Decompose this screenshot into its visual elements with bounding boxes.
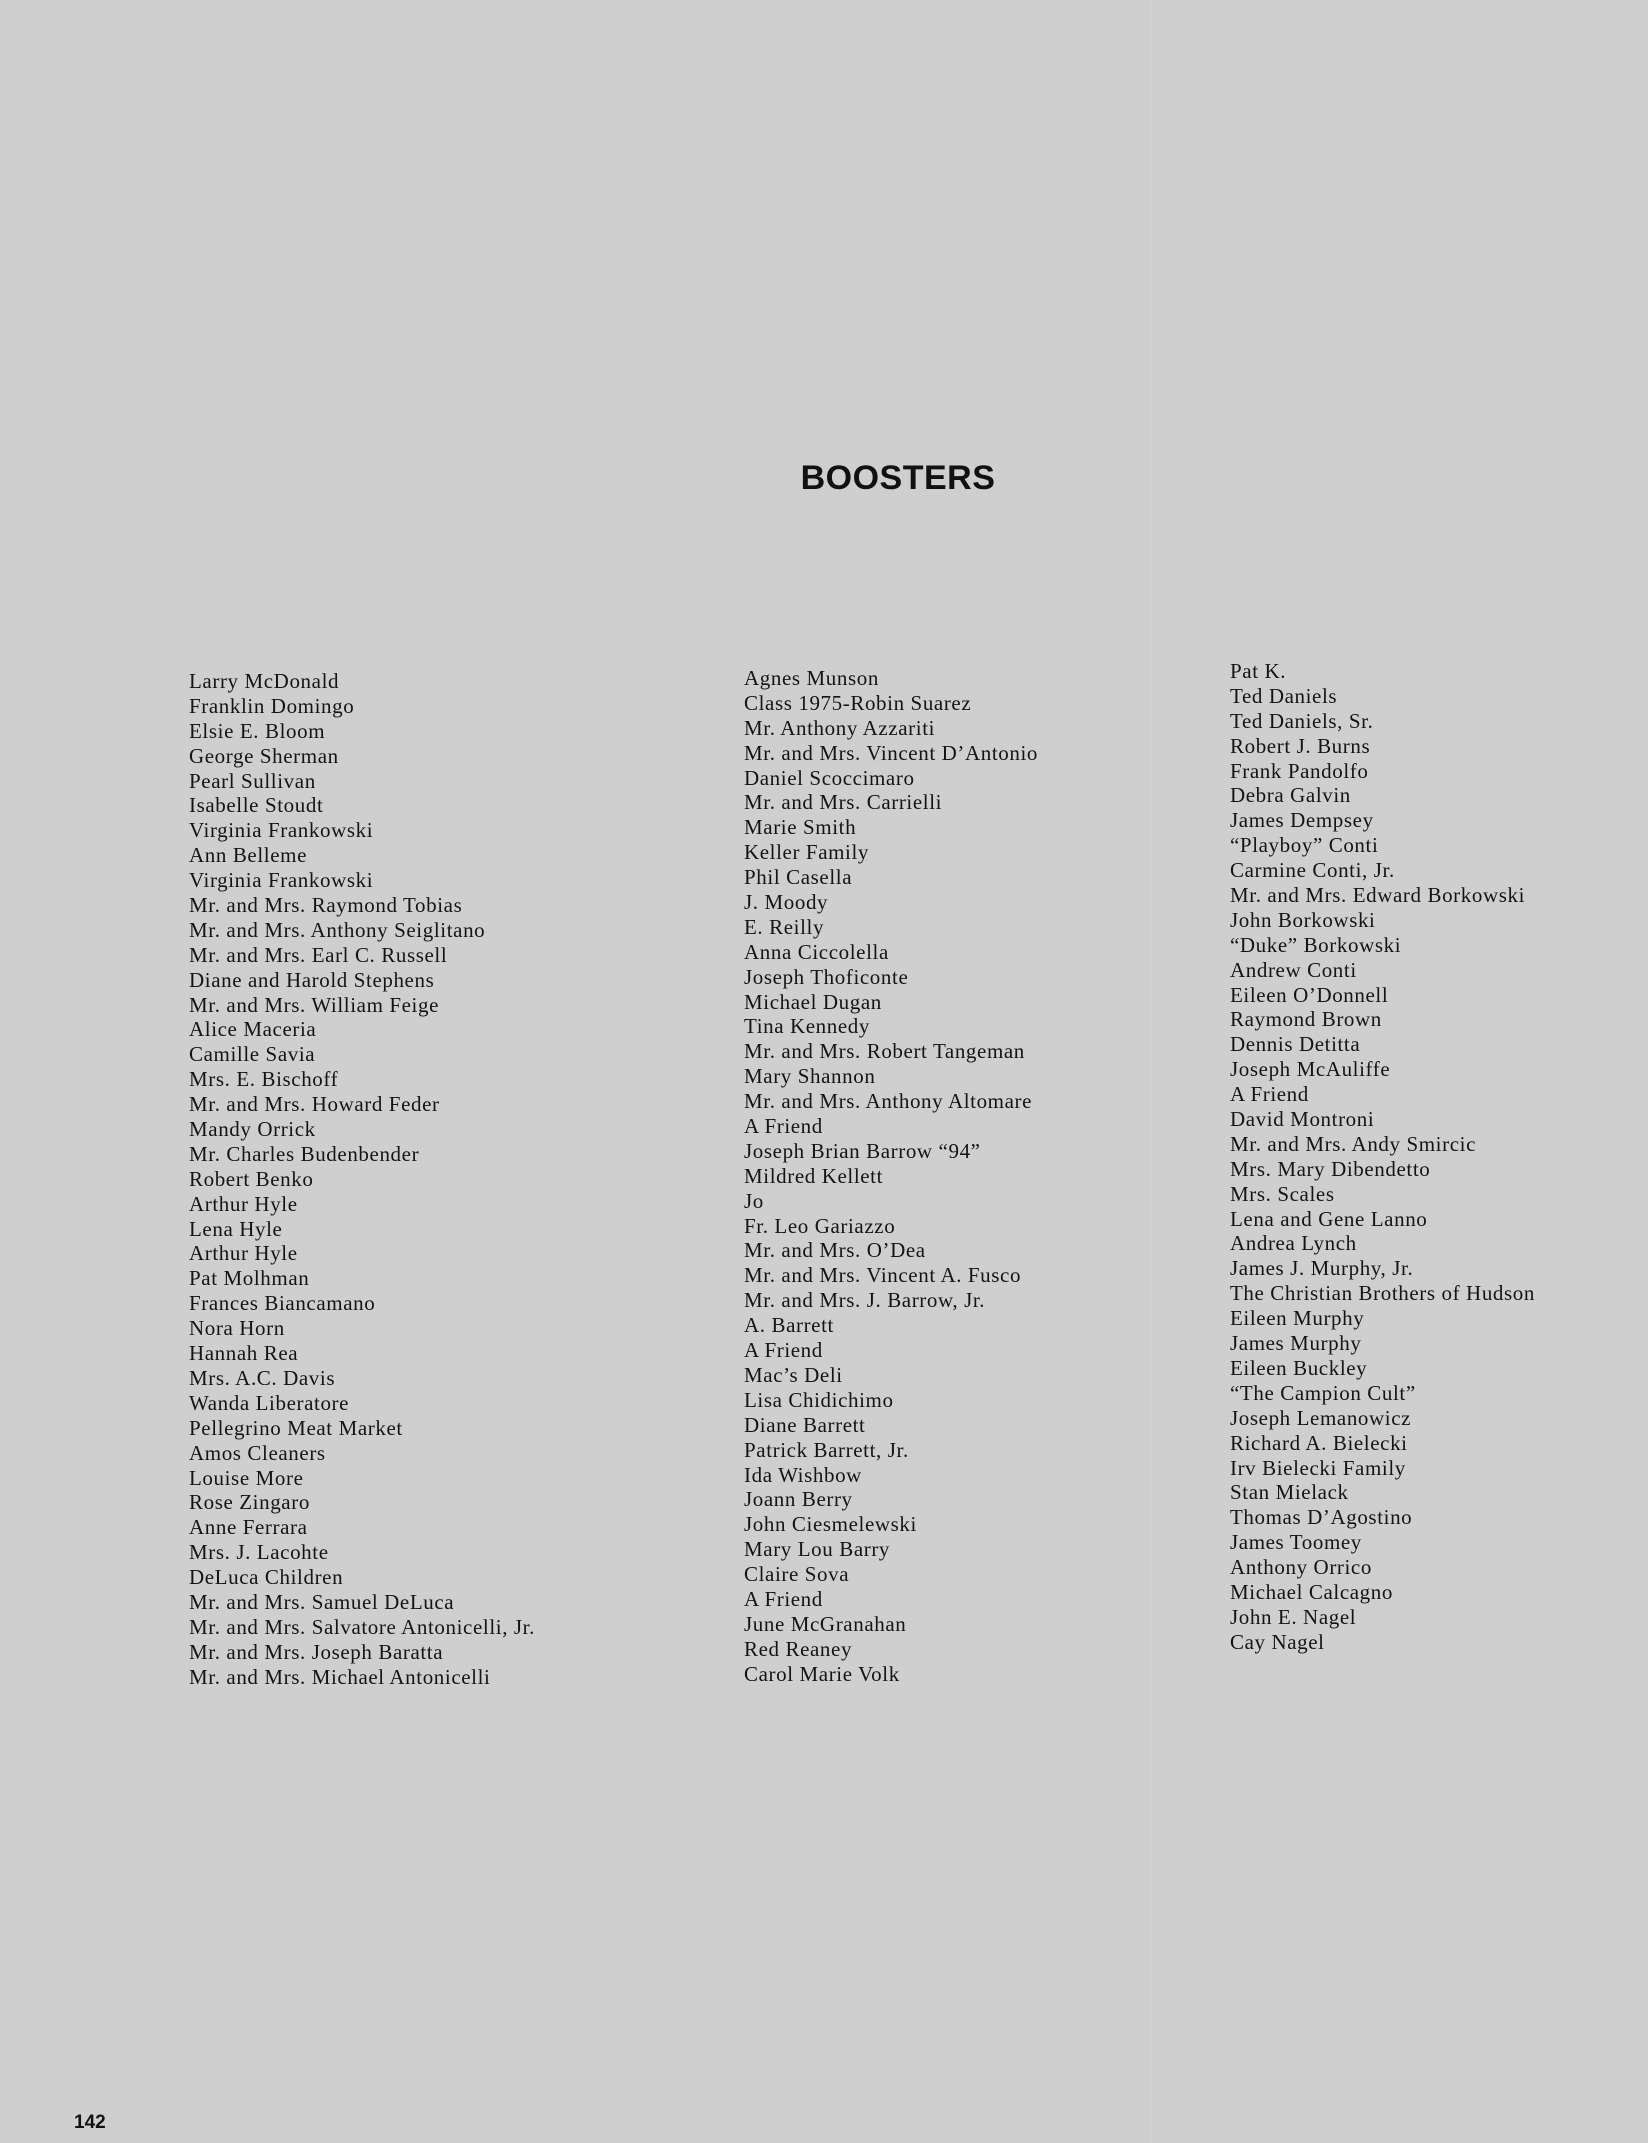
- booster-name: Mrs. Scales: [1230, 1181, 1335, 1206]
- booster-name: Joann Berry: [744, 1487, 853, 1512]
- booster-column-1: [189, 669, 535, 1690]
- booster-name: James Toomey: [1230, 1530, 1362, 1555]
- booster-name: Mr. and Mrs. William Feige: [189, 992, 440, 1017]
- booster-name: Ida Wishbow: [744, 1462, 862, 1487]
- booster-name: Ann Belleme: [189, 843, 307, 868]
- booster-name: Mr. and Mrs. Samuel DeLuca: [189, 1589, 455, 1614]
- booster-name: Mr. and Mrs. Vincent A. Fusco: [744, 1263, 1022, 1288]
- booster-name: Anne Ferrara: [189, 1515, 308, 1540]
- booster-name: John Ciesmelewski: [744, 1512, 917, 1537]
- booster-name: Mr. and Mrs. Carrielli: [744, 790, 943, 815]
- booster-name: Debra Galvin: [1230, 783, 1351, 808]
- booster-name: Anthony Orrico: [1230, 1555, 1372, 1580]
- booster-name: James J. Murphy, Jr.: [1230, 1256, 1414, 1281]
- booster-name: Diane and Harold Stephens: [189, 967, 435, 992]
- booster-name: Arthur Hyle: [189, 1191, 298, 1216]
- booster-name: Thomas D’Agostino: [1230, 1505, 1413, 1530]
- booster-name: Joseph Brian Barrow “94”: [744, 1138, 981, 1163]
- booster-name: A Friend: [744, 1114, 823, 1139]
- booster-name: Eileen O’Donnell: [1230, 982, 1389, 1007]
- booster-name: A Friend: [1230, 1082, 1309, 1107]
- booster-name: Robert Benko: [189, 1166, 314, 1191]
- booster-name: Keller Family: [744, 840, 870, 865]
- booster-name: Mr. and Mrs. Earl C. Russell: [189, 942, 448, 967]
- booster-name: Mary Lou Barry: [744, 1537, 891, 1562]
- booster-name: A Friend: [744, 1586, 823, 1611]
- booster-name: Mr. and Mrs. Salvatore Antonicelli, Jr.: [189, 1614, 535, 1639]
- booster-name: “Duke” Borkowski: [1230, 932, 1402, 957]
- booster-name: Red Reaney: [744, 1636, 853, 1661]
- booster-name: Mr. and Mrs. Robert Tangeman: [744, 1039, 1025, 1064]
- booster-name: Mr. and Mrs. Joseph Baratta: [189, 1639, 444, 1664]
- booster-name: Virginia Frankowski: [189, 818, 374, 843]
- booster-name: Diane Barrett: [744, 1412, 866, 1437]
- page-number: 142: [74, 2112, 106, 2133]
- booster-name: Dennis Detitta: [1230, 1032, 1361, 1057]
- booster-name: Eileen Murphy: [1230, 1306, 1365, 1331]
- booster-name: Tina Kennedy: [744, 1014, 871, 1039]
- booster-name: Pellegrino Meat Market: [189, 1415, 403, 1440]
- booster-name: Virginia Frankowski: [189, 868, 374, 893]
- booster-name: “Playboy” Conti: [1230, 833, 1379, 858]
- booster-name: Eileen Buckley: [1230, 1355, 1368, 1380]
- booster-name: Fr. Leo Gariazzo: [744, 1213, 896, 1238]
- booster-name: Carmine Conti, Jr.: [1230, 858, 1395, 883]
- booster-name: Wanda Liberatore: [189, 1390, 350, 1415]
- booster-name: Elsie E. Bloom: [189, 718, 326, 743]
- booster-name: Daniel Scoccimaro: [744, 765, 915, 790]
- booster-name: Carol Marie Volk: [744, 1661, 900, 1686]
- booster-name: Joseph Lemanowicz: [1230, 1405, 1412, 1430]
- booster-name: Ted Daniels, Sr.: [1230, 708, 1374, 733]
- booster-name: Pearl Sullivan: [189, 768, 316, 793]
- booster-name: “The Campion Cult”: [1230, 1380, 1416, 1405]
- booster-name: Isabelle Stoudt: [189, 793, 324, 818]
- booster-name: Ted Daniels: [1230, 683, 1338, 708]
- booster-name: J. Moody: [744, 890, 829, 915]
- booster-name: Mrs. A.C. Davis: [189, 1365, 336, 1390]
- booster-name: Lena and Gene Lanno: [1230, 1206, 1428, 1231]
- booster-name: Class 1975-Robin Suarez: [744, 690, 972, 715]
- booster-name: Marie Smith: [744, 815, 857, 840]
- booster-column-3: [1230, 659, 1535, 1655]
- booster-name: Mr. and Mrs. Andy Smircic: [1230, 1131, 1476, 1156]
- booster-name: Mr. and Mrs. O’Dea: [744, 1238, 926, 1263]
- booster-name: Raymond Brown: [1230, 1007, 1382, 1032]
- booster-name: Mandy Orrick: [189, 1117, 316, 1142]
- booster-name: Amos Cleaners: [189, 1440, 326, 1465]
- booster-name: Pat K.: [1230, 659, 1287, 683]
- booster-name: Richard A. Bielecki: [1230, 1430, 1408, 1455]
- booster-name: Frank Pandolfo: [1230, 758, 1369, 783]
- booster-name: Robert J. Burns: [1230, 733, 1371, 758]
- booster-name: Lisa Chidichimo: [744, 1387, 894, 1412]
- booster-name: Mr. Anthony Azzariti: [744, 715, 936, 740]
- booster-name: Mrs. J. Lacohte: [189, 1540, 329, 1565]
- booster-name: Mr. and Mrs. Michael Antonicelli: [189, 1664, 491, 1689]
- booster-name: Mr. and Mrs. Edward Borkowski: [1230, 883, 1526, 908]
- booster-name: Claire Sova: [744, 1562, 850, 1587]
- booster-name: James Murphy: [1230, 1331, 1362, 1356]
- booster-name: Jo: [744, 1188, 764, 1213]
- booster-name: E. Reilly: [744, 914, 825, 939]
- booster-name: Mr. and Mrs. Anthony Seiglitano: [189, 917, 486, 942]
- booster-name: Agnes Munson: [744, 666, 879, 690]
- booster-name: David Montroni: [1230, 1107, 1375, 1132]
- booster-name: Louise More: [189, 1465, 304, 1490]
- booster-name: Mr. and Mrs. Vincent D’Antonio: [744, 740, 1038, 765]
- booster-name: Michael Dugan: [744, 989, 882, 1014]
- booster-name: Arthur Hyle: [189, 1241, 298, 1266]
- booster-name: Mr. Charles Budenbender: [189, 1141, 420, 1166]
- booster-name: Anna Ciccolella: [744, 939, 889, 964]
- booster-name: Lena Hyle: [189, 1216, 283, 1241]
- booster-name: Alice Maceria: [189, 1017, 317, 1042]
- booster-name: Mr. and Mrs. Raymond Tobias: [189, 893, 463, 918]
- booster-name: Franklin Domingo: [189, 693, 355, 718]
- booster-name: Mr. and Mrs. Howard Feder: [189, 1092, 440, 1117]
- booster-name: Irv Bielecki Family: [1230, 1455, 1406, 1480]
- booster-name: A. Barrett: [744, 1313, 834, 1338]
- booster-name: George Sherman: [189, 743, 339, 768]
- booster-name: The Christian Brothers of Hudson: [1230, 1281, 1535, 1306]
- booster-name: Cay Nagel: [1230, 1629, 1325, 1654]
- booster-name: Frances Biancamano: [189, 1291, 376, 1316]
- page-title: BOOSTERS: [800, 458, 996, 497]
- booster-name: Mr. and Mrs. Anthony Altomare: [744, 1089, 1033, 1114]
- booster-name: DeLuca Children: [189, 1565, 344, 1590]
- booster-name: Phil Casella: [744, 865, 853, 890]
- booster-name: Michael Calcagno: [1230, 1579, 1393, 1604]
- booster-name: Nora Horn: [189, 1316, 285, 1341]
- booster-name: Mr. and Mrs. J. Barrow, Jr.: [744, 1288, 986, 1313]
- booster-name: Patrick Barrett, Jr.: [744, 1437, 909, 1462]
- booster-name: Stan Mielack: [1230, 1480, 1349, 1505]
- booster-name: Mrs. Mary Dibendetto: [1230, 1156, 1431, 1181]
- booster-column-2: [744, 666, 1038, 1687]
- booster-name: Larry McDonald: [189, 669, 340, 693]
- booster-name: Mary Shannon: [744, 1064, 876, 1089]
- booster-name: John E. Nagel: [1230, 1604, 1357, 1629]
- page-fold-line: [1150, 0, 1151, 2143]
- booster-name: Mac’s Deli: [744, 1362, 843, 1387]
- booster-name: John Borkowski: [1230, 907, 1376, 932]
- booster-name: Joseph Thoficonte: [744, 964, 909, 989]
- booster-name: Rose Zingaro: [189, 1490, 310, 1515]
- booster-name: James Dempsey: [1230, 808, 1374, 833]
- booster-name: Andrea Lynch: [1230, 1231, 1357, 1256]
- booster-name: Hannah Rea: [189, 1341, 299, 1366]
- booster-name: Joseph McAuliffe: [1230, 1057, 1391, 1082]
- booster-name: A Friend: [744, 1338, 823, 1363]
- booster-name: Camille Savia: [189, 1042, 316, 1067]
- booster-name: Mrs. E. Bischoff: [189, 1067, 339, 1092]
- booster-name: Andrew Conti: [1230, 957, 1357, 982]
- booster-name: Mildred Kellett: [744, 1163, 884, 1188]
- booster-name: June McGranahan: [744, 1611, 907, 1636]
- booster-name: Pat Molhman: [189, 1266, 310, 1291]
